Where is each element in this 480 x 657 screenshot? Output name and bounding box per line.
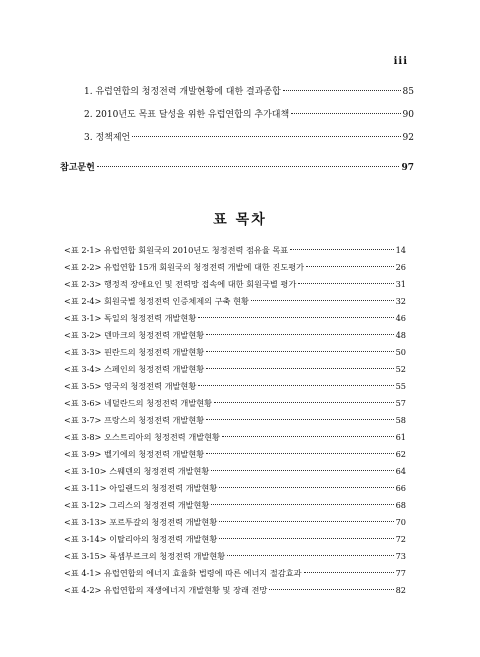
references-page: 97 <box>401 163 414 173</box>
list-item-label: <표 3-10> 스웨덴의 청정전력 개발현황 <box>64 466 210 476</box>
list-item[interactable] <box>64 449 406 460</box>
list-item[interactable] <box>64 432 406 443</box>
dot-leader <box>222 435 394 437</box>
list-item-page: 26 <box>395 262 406 272</box>
list-item[interactable] <box>64 585 406 596</box>
dot-leader <box>219 520 393 522</box>
dot-leader <box>306 265 394 267</box>
list-item-label: <표 4-2> 유럽연합의 재생에너지 개발현황 및 장래 전망 <box>64 585 268 595</box>
list-item-page: 62 <box>395 449 406 459</box>
list-item-label: <표 4-1> 유럽연합의 에너지 효율화 법령에 따른 에너지 절감효과 <box>64 568 302 578</box>
list-item[interactable] <box>64 313 406 324</box>
list-item[interactable] <box>64 483 406 494</box>
list-item[interactable] <box>64 330 406 341</box>
list-item-label: <표 3-3> 핀란드의 청정전력 개발현황 <box>64 347 205 357</box>
dot-leader <box>206 367 393 369</box>
references-entry[interactable] <box>60 160 414 173</box>
dot-leader <box>132 135 400 137</box>
list-item-page: 50 <box>395 347 406 357</box>
list-item[interactable] <box>64 415 406 426</box>
list-item-page: 58 <box>395 415 406 425</box>
dot-leader <box>291 112 400 114</box>
list-item-label: <표 2-1> 유럽연합 회원국의 2010년도 청정전력 점유율 목표 <box>64 245 289 255</box>
list-item-label: <표 3-13> 포르투갈의 청정전력 개발현황 <box>64 517 218 527</box>
list-item-page: 64 <box>395 466 406 476</box>
dot-leader <box>198 316 393 318</box>
toc-entry[interactable] <box>84 130 414 143</box>
dot-leader <box>198 384 393 386</box>
list-item-label: <표 3-4> 스페인의 청정전력 개발현황 <box>64 364 205 374</box>
toc-entry[interactable] <box>84 84 414 97</box>
list-item[interactable] <box>64 347 406 358</box>
toc-entry[interactable] <box>84 107 414 120</box>
dot-leader <box>219 486 393 488</box>
dot-leader <box>298 282 393 284</box>
list-item-page: 31 <box>395 279 406 289</box>
dot-leader <box>251 299 394 301</box>
toc-entry-page: 85 <box>402 87 414 97</box>
list-item-page: 82 <box>395 585 406 595</box>
list-item-label: <표 3-9> 벨기에의 청정전력 개발현황 <box>64 449 205 459</box>
list-item-label: <표 3-11> 아일랜드의 청정전력 개발현황 <box>64 483 218 493</box>
dot-leader <box>206 350 393 352</box>
list-item[interactable] <box>64 279 406 290</box>
list-item-page: 73 <box>395 551 406 561</box>
list-item-page: 55 <box>395 381 406 391</box>
page-number: iii <box>393 56 408 67</box>
list-item[interactable] <box>64 381 406 392</box>
list-item-label: <표 2-4> 회원국별 청정전력 인증체제의 구축 현황 <box>64 296 249 306</box>
list-item-page: 66 <box>395 483 406 493</box>
list-item[interactable] <box>64 245 406 256</box>
list-item-page: 57 <box>395 398 406 408</box>
dot-leader <box>206 418 393 420</box>
dot-leader <box>269 588 393 590</box>
list-item-label: <표 3-8> 오스트리아의 청정전력 개발현황 <box>64 432 220 442</box>
list-item-page: 68 <box>395 500 406 510</box>
list-item[interactable] <box>64 568 406 579</box>
list-item[interactable] <box>64 500 406 511</box>
dot-leader <box>206 452 393 454</box>
toc-entry-page: 92 <box>402 133 414 143</box>
list-item-label: <표 3-2> 덴마크의 청정전력 개발현황 <box>64 330 205 340</box>
dot-leader <box>206 333 393 335</box>
list-item[interactable] <box>64 296 406 307</box>
list-item[interactable] <box>64 364 406 375</box>
list-item[interactable] <box>64 551 406 562</box>
dot-leader <box>97 165 400 167</box>
dot-leader <box>211 503 393 505</box>
list-item[interactable] <box>64 398 406 409</box>
list-item-page: 70 <box>395 517 406 527</box>
references-label: 참고문헌 <box>60 163 95 173</box>
list-item-page: 32 <box>395 296 406 306</box>
dot-leader <box>219 537 393 539</box>
list-item-page: 46 <box>395 313 406 323</box>
list-item-label: <표 3-12> 그리스의 청정전력 개발현황 <box>64 500 210 510</box>
list-item-page: 77 <box>395 568 406 578</box>
list-item-label: <표 2-2> 유럽연합 15개 회원국의 청정전력 개발에 대한 진도평가 <box>64 262 305 272</box>
section-title: 표 목차 <box>213 212 267 228</box>
dot-leader <box>304 571 394 573</box>
toc-entry-page: 90 <box>402 110 414 120</box>
list-item-label: <표 3-5> 영국의 청정전력 개발현황 <box>64 381 197 391</box>
list-item-label: <표 3-14> 이탈리아의 청정전력 개발현황 <box>64 534 218 544</box>
list-item-label: <표 3-1> 독일의 청정전력 개발현황 <box>64 313 197 323</box>
list-item-label: <표 3-6> 네덜란드의 청정전력 개발현황 <box>64 398 213 408</box>
list-item-page: 61 <box>395 432 406 442</box>
list-item-label: <표 3-15> 룩셈부르크의 청정전력 개발현황 <box>64 551 226 561</box>
toc-entry-label: 1. 유럽연합의 청정전력 개발현황에 대한 결과종합 <box>84 87 281 97</box>
list-item-page: 14 <box>395 245 406 255</box>
list-item-page: 52 <box>395 364 406 374</box>
list-item[interactable] <box>64 517 406 528</box>
list-item[interactable] <box>64 262 406 273</box>
list-item-label: <표 3-7> 프랑스의 청정전력 개발현황 <box>64 415 205 425</box>
list-item[interactable] <box>64 466 406 477</box>
list-item-page: 48 <box>395 330 406 340</box>
dot-leader <box>211 469 393 471</box>
list-item[interactable] <box>64 534 406 545</box>
list-item-label: <표 2-3> 행정적 장애요인 및 전력망 접속에 대한 회원국별 평가 <box>64 279 297 289</box>
dot-leader <box>283 89 401 91</box>
toc-entry-label: 2. 2010년도 목표 달성을 위한 유럽연합의 추가대책 <box>84 110 290 120</box>
toc-entry-label: 3. 정책제언 <box>84 133 131 143</box>
dot-leader <box>214 401 394 403</box>
dot-leader <box>227 554 393 556</box>
dot-leader <box>290 248 393 250</box>
list-item-page: 72 <box>395 534 406 544</box>
